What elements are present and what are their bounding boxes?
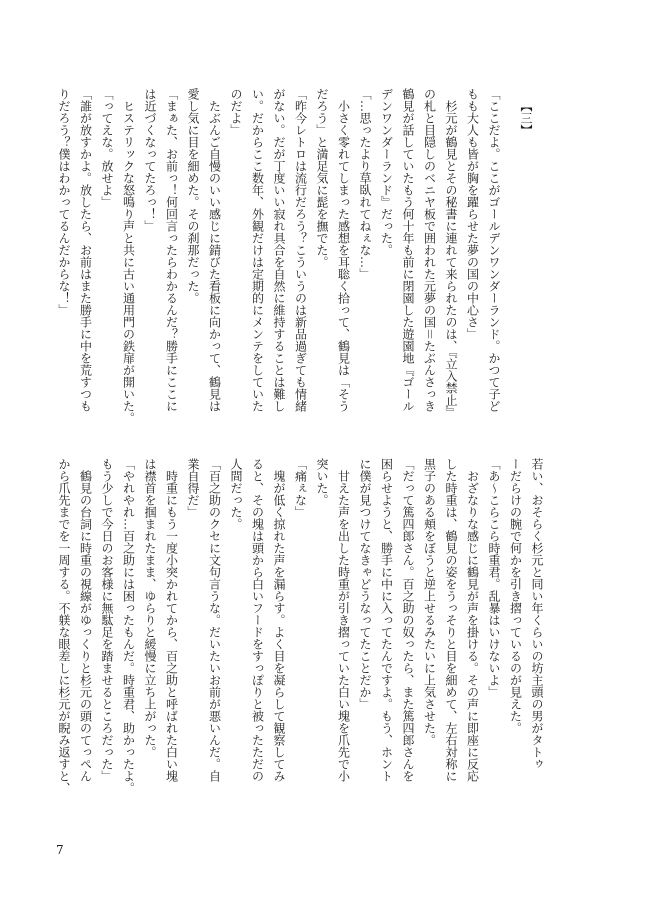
text-line: 人間だった。 [229, 458, 243, 530]
text-line: は襟首を掴まれたまま、ゆらりと緩慢に立ち上がった。 [143, 458, 157, 758]
text-line: 業自得だ」 [186, 458, 200, 518]
text-line: した時重は、鶴見の姿をうっそりと目を細めて、左右対称に [444, 458, 458, 782]
text-line: 「ここだよ。ここがゴールデンワンダーランド。かつて子ど [487, 88, 501, 412]
text-line: もう少しで今日のお客様に無駄足を踏ませるところだった」 [100, 458, 114, 782]
text-line: は近づくなってたろっ！」 [143, 88, 157, 232]
text-line: 「ってえな。放せよ」 [100, 88, 114, 208]
text-line: 「百之助のクセに文句言うな。だいたいお前が悪いんだ。自 [207, 458, 222, 782]
upper-text-block [53, 88, 548, 433]
text-line: デンワンダーランド』だった。 [379, 88, 394, 256]
text-line: たぶんご自慢のいい感じに錆びた看板に向かって、鶴見は [207, 100, 222, 412]
text-line: 鶴見が話していたもう何十年も前に閉園した遊園地『ゴール [401, 88, 415, 412]
text-line: りだろう？僕はわかってるんだからな！」 [57, 88, 71, 316]
text-line: 塊が低く掠れた声を漏らす。よく目を凝らして観察してみ [272, 470, 286, 782]
text-line: 鶴見の台詞に時重の視線がゆっくりと杉元の頭のてっぺん [78, 470, 93, 782]
text-line: 小さく零れてしまった感想を耳聡く拾って、鶴見は「そう [336, 100, 351, 412]
text-line: おざなりな感じに鶴見が声を掛ける。その声に即座に反応 [465, 470, 480, 782]
text-line: 「昨今レトロは流行だろう？こういうのは新品過ぎても情緒 [293, 88, 308, 412]
text-line: 黒子のある頬をぼうと逆上せるみたいに上気させた。 [422, 458, 437, 746]
text-line: 「やれやれ…百之助には困ったもんだ。時重君、助かったよ。 [121, 458, 136, 794]
text-line: 「痛ぇな」 [293, 458, 308, 518]
text-line: 時重にもう一度小突かれてから、百之助と呼ばれた白い塊 [164, 470, 179, 782]
text-line: い。だからここ数年、外観だけは定期的にメンテをしていた [250, 88, 265, 412]
text-line: から爪先までを一周する。不躾な眼差しに杉元が睨み返すと、 [57, 458, 71, 794]
text-line: に僕が見つけてなきゃどうなってたことだか」 [358, 458, 372, 710]
text-line: のだよ」 [229, 88, 243, 136]
text-line: ヒステリックな怒鳴り声と共に古い通用門の鉄扉が開いた。 [121, 100, 136, 424]
text-line: 「だって篤四郎さん。百之助の奴ったら、また篤四郎さんを [401, 458, 415, 782]
page-number: 7 [56, 843, 64, 857]
text-line: ると、その塊は頭から白いフードをすっぽりと被ったただの [250, 458, 265, 782]
lower-text-block [53, 458, 548, 803]
text-line: 愛し気に目を細めた。その刹那だった。 [186, 88, 200, 304]
text-line: の札と目隠しのベニヤ板で囲われた元夢の国＝たぶんさっき [422, 88, 437, 413]
text-line: ーだらけの腕で何かを引き摺っているのが見えた。 [508, 458, 523, 734]
text-line: だろう」と満足気に髭を撫でた。 [315, 88, 329, 268]
text-line: 若い、おそらく杉元と同い年くらいの坊主頭の男がタトゥ [530, 458, 544, 770]
text-line: もも大人も皆が胸を躍らせた夢の国の中心さ」 [465, 88, 480, 340]
text-line: 困らせようと、勝手に中に入ってたんですよ。もう、ホント [379, 458, 394, 782]
text-line: 甘えた声を出した時重が引き摺っていた白い塊を爪先で小 [336, 470, 351, 782]
text-line: 杉元が鶴見とその秘書に連れて来られたのは、『立入禁止』 [444, 100, 458, 418]
text-line: がない。だが丁度いい寂れ具合を自然に維持することは難し [272, 88, 286, 412]
text-line: 「誰が放すかよ。放したら、お前はまた勝手に中を荒すつも [78, 88, 93, 412]
text-line: 「まぁた、お前っ！何回言ったらわかるんだ？勝手にここに [164, 88, 179, 412]
section-heading: 【三】 [519, 100, 533, 136]
text-line: 「あ～こらこら時重君。乱暴はいけないよ」 [487, 458, 501, 698]
text-line: 突いた。 [315, 458, 329, 506]
text-line: 「…思ったより草臥れてねぇな…」 [358, 88, 372, 280]
